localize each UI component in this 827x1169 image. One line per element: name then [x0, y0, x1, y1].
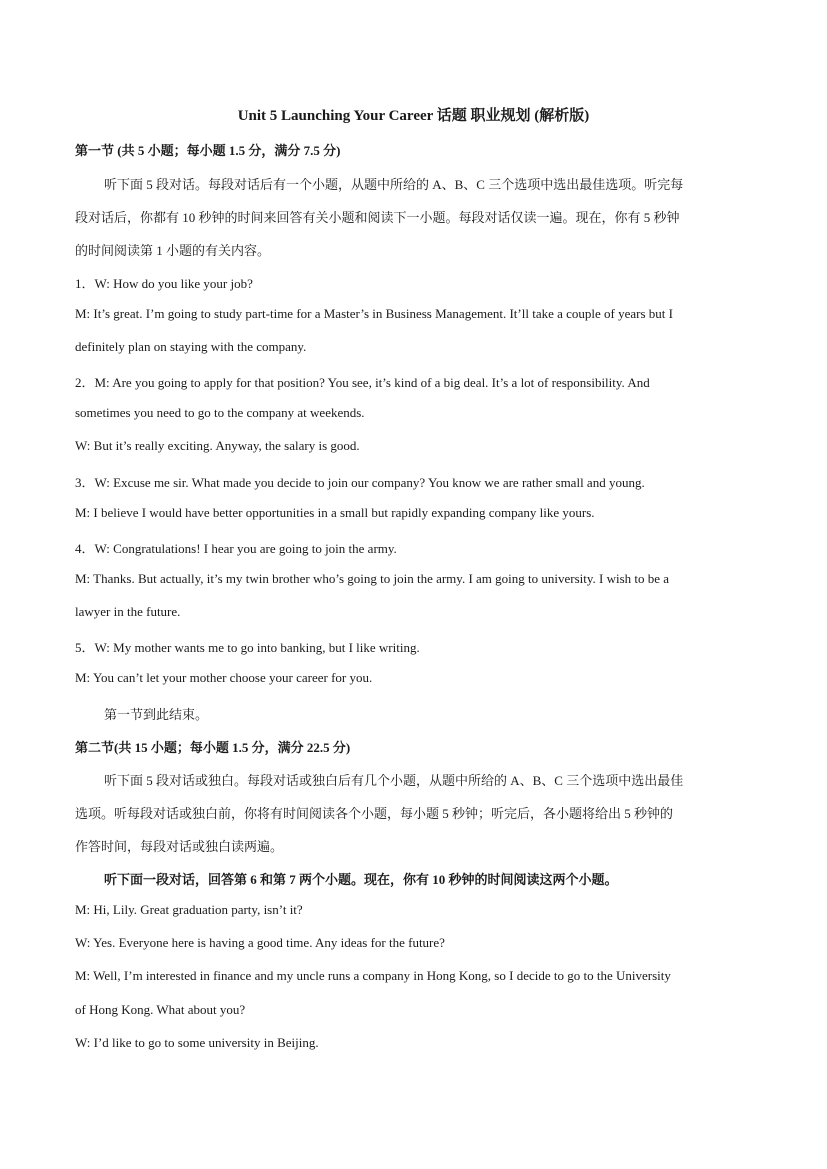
section2-instruction-line: 选项。听每段对话或独白前，你将有时间阅读各个小题，每小题 5 秒钟；听完后，各小题将给出 5 秒钟的: [75, 806, 674, 821]
section1-instruction-line: 的时间阅读第 1 小题的有关内容。: [75, 243, 271, 258]
dialogue-line: M: I believe I would have better opportunities in a small but rapidly expanding company like yours.: [75, 505, 595, 520]
section2-heading: 第二节(共 15 小题；每小题 1.5 分，满分 22.5 分): [75, 740, 351, 755]
dialogue-line: definitely plan on staying with the company.: [75, 339, 307, 354]
dialogue-line: 4．W: Congratulations! I hear you are going to join the army.: [75, 541, 397, 556]
section1-instruction-line: 段对话后，你都有 10 秒钟的时间来回答有关小题和阅读下一小题。每段对话仅读一遍。现在，你有 5 秒钟: [75, 210, 680, 225]
dialogue-line: sometimes you need to go to the company at weekends.: [75, 405, 365, 420]
section1-instruction-line: 听下面 5 段对话。每段对话后有一个小题，从题中所给的 A、B、C 三个选项中选出最佳选项。听完每: [104, 177, 684, 192]
dialogue-line: W: I’d like to go to some university in Beijing.: [75, 1035, 319, 1050]
section2-prompt: 听下面一段对话，回答第 6 和第 7 两个小题。现在，你有 10 秒钟的时间阅读这两个小题。: [104, 872, 618, 887]
dialogue-line: M: Hi, Lily. Great graduation party, isn’t it?: [75, 902, 303, 917]
dialogue-line: 5．W: My mother wants me to go into banking, but I like writing.: [75, 640, 420, 655]
dialogue-line: 2．M: Are you going to apply for that position? You see, it’s kind of a big deal. It’s a lot of responsibility. And: [75, 375, 650, 390]
dialogue-line: W: But it’s really exciting. Anyway, the salary is good.: [75, 438, 360, 453]
section2-instruction-line: 作答时间，每段对话或独白读两遍。: [75, 839, 284, 854]
section1-heading: 第一节 (共 5 小题；每小题 1.5 分，满分 7.5 分): [75, 143, 341, 158]
section2-instruction-line: 听下面 5 段对话或独白。每段对话或独白后有几个小题，从题中所给的 A、B、C 三个选项中选出最佳: [104, 773, 684, 788]
section1-end: 第一节到此结束。: [104, 707, 209, 722]
dialogue-line: 3．W: Excuse me sir. What made you decide to join our company? You know we are rather small and young.: [75, 475, 645, 490]
dialogue-line: M: Thanks. But actually, it’s my twin brother who’s going to join the army. I am going to university. I wish to be a: [75, 571, 670, 586]
dialogue-line: M: You can’t let your mother choose your career for you.: [75, 670, 373, 685]
dialogue-line: M: Well, I’m interested in finance and my uncle runs a company in Hong Kong, so I decide to go to the University: [75, 968, 671, 983]
page-title: Unit 5 Launching Your Career 话题 职业规划 (解析版): [237, 108, 590, 124]
dialogue-line: lawyer in the future.: [75, 604, 181, 619]
dialogue-line: W: Yes. Everyone here is having a good time. Any ideas for the future?: [75, 935, 445, 950]
dialogue-line: M: It’s great. I’m going to study part-time for a Master’s in Business Management. It’ll take a couple of years but I: [75, 306, 673, 321]
dialogue-line: of Hong Kong. What about you?: [75, 1002, 246, 1017]
dialogue-line: 1．W: How do you like your job?: [75, 276, 253, 291]
